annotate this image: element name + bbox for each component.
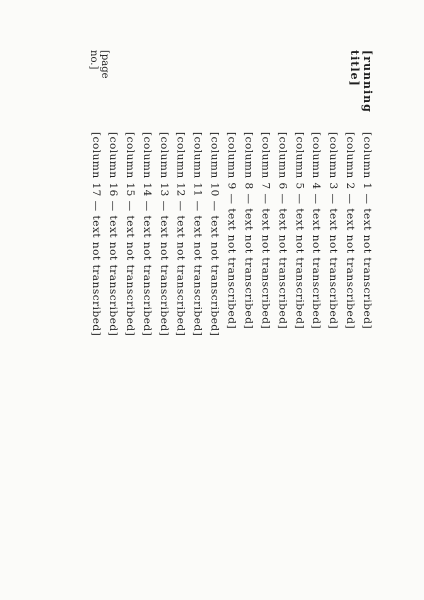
- text-column: [column 3 — text not transcribed]: [327, 132, 340, 330]
- text-column: [column 11 — text not transcribed]: [191, 132, 204, 337]
- line-number-row: [88, 116, 374, 128]
- running-title: [running title]: [348, 50, 374, 113]
- text-column: [column 13 — text not transcribed]: [157, 132, 170, 337]
- text-column: [column 15 — text not transcribed]: [123, 132, 136, 337]
- page-header: [88, 50, 374, 113]
- text-column: [column 8 — text not transcribed]: [242, 132, 255, 330]
- text-column: [column 12 — text not transcribed]: [174, 132, 187, 337]
- page-number: [page no.]: [88, 50, 110, 79]
- text-column: [column 5 — text not transcribed]: [293, 132, 306, 330]
- text-column: [column 9 — text not transcribed]: [225, 132, 238, 330]
- text-column: [column 6 — text not transcribed]: [276, 132, 289, 330]
- text-column: [column 2 — text not transcribed]: [344, 132, 357, 330]
- text-column: [column 16 — text not transcribed]: [106, 132, 119, 337]
- text-column: [column 10 — text not transcribed]: [208, 132, 221, 337]
- text-column: [column 4 — text not transcribed]: [310, 132, 323, 330]
- page-body: [88, 132, 374, 572]
- text-column: [column 14 — text not transcribed]: [140, 132, 153, 337]
- text-column: [column 7 — text not transcribed]: [259, 132, 272, 330]
- text-column: [column 1 — text not transcribed]: [361, 132, 373, 330]
- text-column: [column 17 — text not transcribed]: [90, 132, 102, 337]
